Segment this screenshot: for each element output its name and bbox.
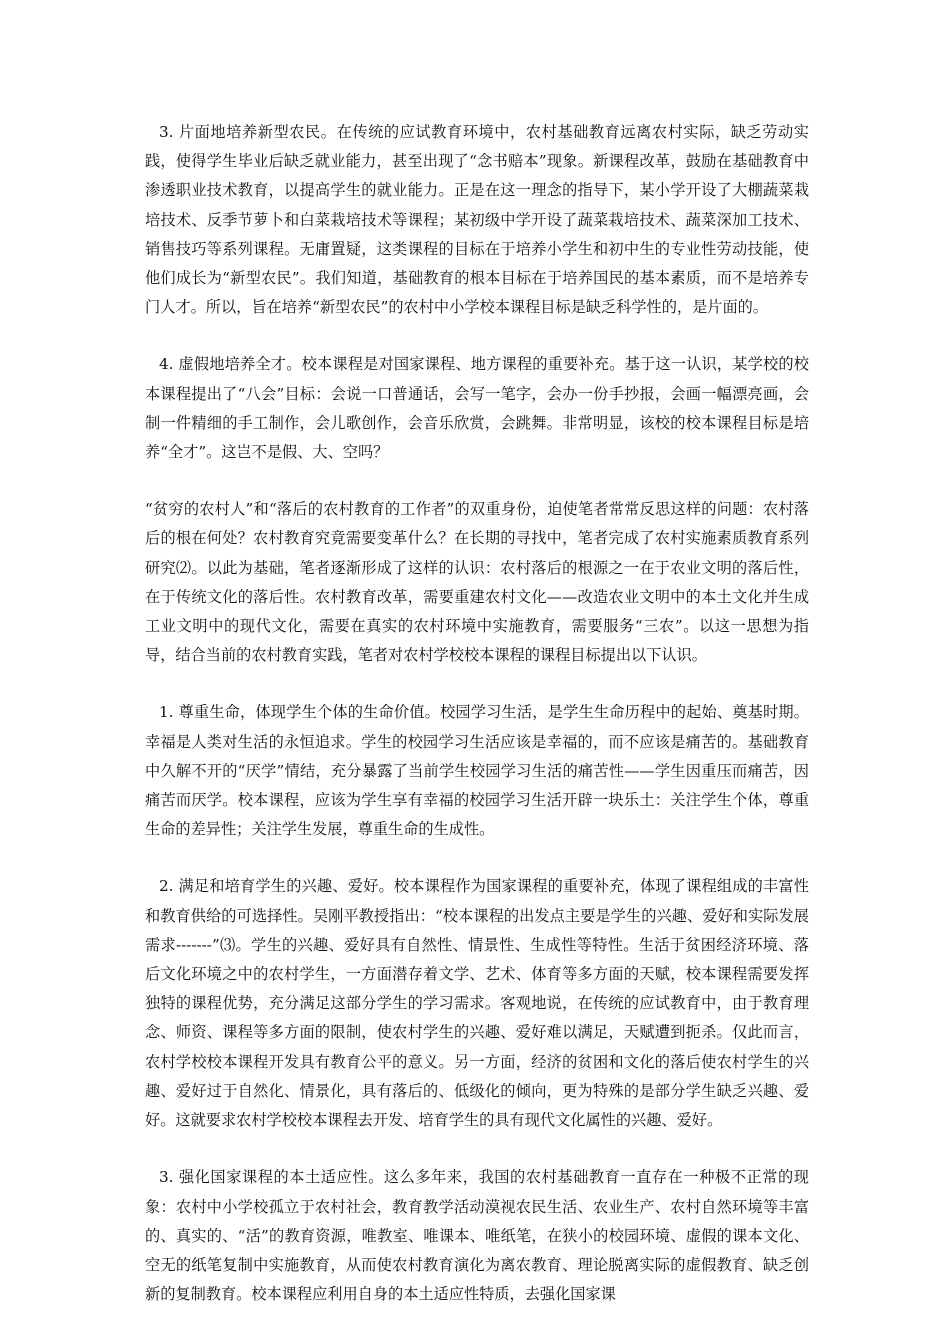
paragraph-reflection: “贫穷的农村人”和“落后的农村教育的工作者”的双重身份，迫使笔者常常反思这样的问题：农村落后的根在何处？农村教育究竟需要变革什么？在长期的寻找中，笔者完成了农村实施素质教育系列研究⑵。以此为基础，笔者逐渐形成了这样的认识：农村落后的根源之一在于农业文明的落后性，在于传统文化的落后性。农村教育改革，需要重建农村文化——改造农业文明中的本土文化并生成工业文明中的现代文化，需要在真实的农村环境中实施教育，需要服务“三农”。以这一思想为指导，结合当前的农村教育实践，笔者对农村学校校本课程的课程目标提出以下认识。: [145, 500, 809, 665]
paragraph-all-round-talent: 4. 虚假地培养全才。校本课程是对国家课程、地方课程的重要补充。基于这一认识，某学校的校本课程提出了“八会”目标：会说一口普通话，会写一笔字，会办一份手抄报，会画一幅漂亮画，会制一件精细的手工制作，会儿歌创作，会音乐欣赏，会跳舞。非常明显，该校的校本课程目标是培养“全才”。这岂不是假、大、空吗？: [145, 355, 809, 462]
paragraph-local-adaptability: 3. 强化国家课程的本土适应性。这么多年来，我国的农村基础教育一直存在一种极不正常的现象：农村中小学校孤立于农村社会，教育教学活动漠视农民生活、农业生产、农村自然环境等丰富的、真实的、“活”的教育资源，唯教室、唯课本、唯纸笔，在狭小的校园环境、虚假的课本文化、空无的纸笔复制中实施教育，从而使农村教育演化为离农教育、理论脱离实际的虚假教育、缺乏创新的复制教育。校本课程应利用自身的本土适应性特质，去强化国家课: [145, 1168, 809, 1304]
paragraph-new-farmers: 3. 片面地培养新型农民。在传统的应试教育环境中，农村基础教育远离农村实际，缺乏劳动实践，使得学生毕业后缺乏就业能力，甚至出现了“念书赔本”现象。新课程改革，鼓励在基础教育中渗透职业技术教育，以提高学生的就业能力。正是在这一理念的指导下，某小学开设了大棚蔬菜栽培技术、反季节萝卜和白菜栽培技术等课程；某初级中学开设了蔬菜栽培技术、蔬菜深加工技术、销售技巧等系列课程。无庸置疑，这类课程的目标在于培养小学生和初中生的专业性劳动技能，使他们成长为“新型农民”。我们知道，基础教育的根本目标在于培养国民的基本素质，而不是培养专门人才。所以，旨在培养“新型农民”的农村中小学校本课程目标是缺乏科学性的，是片面的。: [145, 123, 809, 317]
paragraph-respect-life: 1. 尊重生命，体现学生个体的生命价值。校园学习生活，是学生生命历程中的起始、奠基时期。幸福是人类对生活的永恒追求。学生的校园学习生活应该是幸福的，而不应该是痛苦的。基础教育中久解不开的“厌学”情结，充分暴露了当前学生校园学习生活的痛苦性——学生因重压而痛苦，因痛苦而厌学。校本课程，应该为学生享有幸福的校园学习生活开辟一块乐土：关注学生个体，尊重生命的差异性；关注学生发展，尊重生命的生成性。: [145, 703, 809, 839]
document-body: [145, 118, 809, 1337]
paragraph-interests-hobbies: 2. 满足和培育学生的兴趣、爱好。校本课程作为国家课程的重要补充，体现了课程组成的丰富性和教育供给的可选择性。吴刚平教授指出：“校本课程的出发点主要是学生的兴趣、爱好和实际发展需求-------”⑶。学生的兴趣、爱好具有自然性、情景性、生成性等特性。生活于贫困经济环境、落后文化环境之中的农村学生，一方面潜存着文学、艺术、体育等多方面的天赋，校本课程需要发挥独特的课程优势，充分满足这部分学生的学习需求。客观地说，在传统的应试教育中，由于教育理念、师资、课程等多方面的限制，使农村学生的兴趣、爱好难以满足，天赋遭到扼杀。仅此而言，农村学校校本课程开发具有教育公平的意义。另一方面，经济的贫困和文化的落后使农村学生的兴趣、爱好过于自然化、情景化，具有落后的、低级化的倾向，更为特殊的是部分学生缺乏兴趣、爱好。这就要求农村学校校本课程去开发、培育学生的具有现代文化属性的兴趣、爱好。: [145, 877, 809, 1130]
